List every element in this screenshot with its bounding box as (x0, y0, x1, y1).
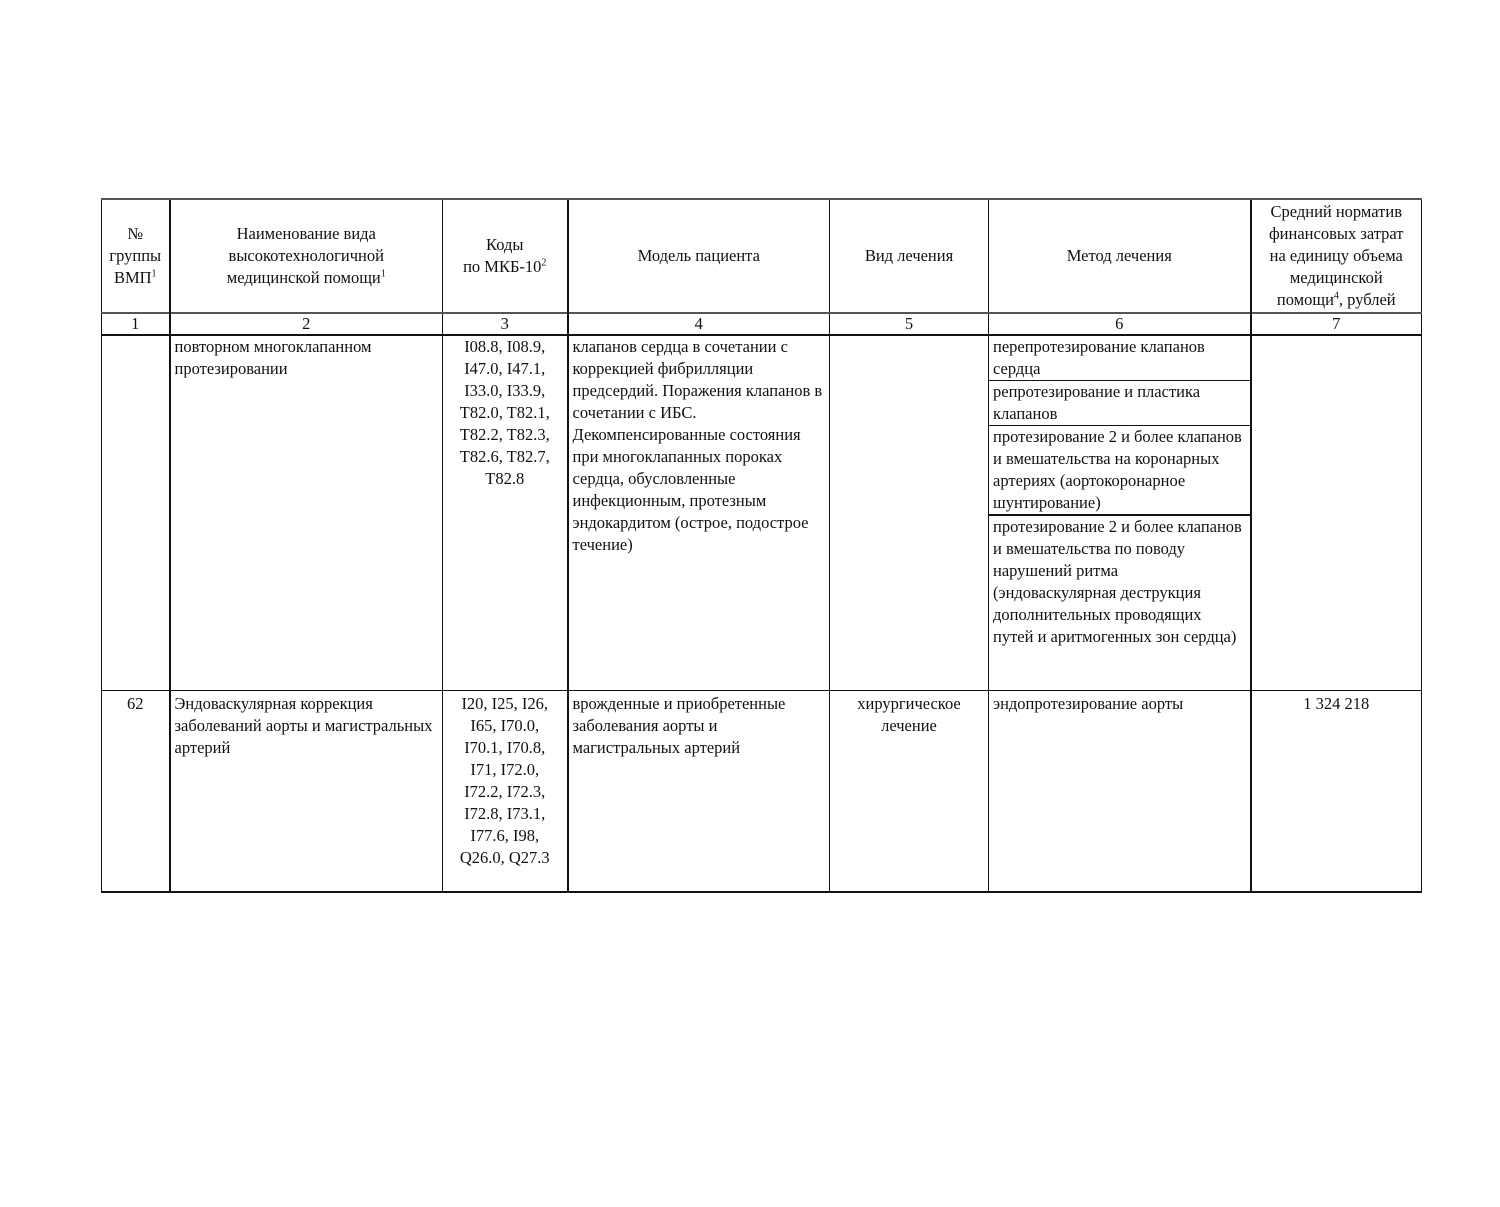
header-text: высокотехнологичной (228, 246, 384, 265)
header-text: медицинской (1289, 268, 1383, 287)
group-number-cell: 62 (102, 691, 170, 893)
treatment-method-item: протезирование 2 и более клапанов и вмешательства на коронарных артериях (аортокоронарное шунтирование) (989, 426, 1250, 516)
care-type-name-cell: повторном многоклапанном протезировании (170, 335, 443, 691)
column-number: 4 (568, 313, 830, 335)
header-text: на единицу объема (1269, 246, 1403, 265)
header-text: группы (109, 246, 162, 265)
footnote-marker: 2 (541, 257, 547, 269)
icd-code-line: I72.2, I72.3, (464, 782, 546, 801)
header-text: , рублей (1338, 290, 1396, 309)
treatment-type-cell: хирургическое лечение (830, 691, 989, 893)
group-number-cell (102, 335, 170, 691)
header-text: Средний норматив (1270, 202, 1402, 221)
header-patient-model: Модель пациента (568, 199, 830, 313)
header-care-type-name (170, 199, 443, 313)
header-text: № (127, 224, 144, 243)
treatment-method-item: перепротезирование клапанов сердца (989, 336, 1250, 381)
icd-codes-cell (443, 691, 568, 893)
column-number: 5 (830, 313, 989, 335)
header-text: медицинской помощи (226, 268, 381, 287)
header-icd-codes (443, 199, 568, 313)
icd-code-line: I72.8, I73.1, (464, 804, 546, 823)
header-cost-standard (1251, 199, 1422, 313)
treatment-method-cell: эндопротезирование аорты (989, 691, 1251, 893)
cost-cell (1251, 335, 1422, 691)
column-number: 3 (443, 313, 568, 335)
header-text: финансовых затрат (1268, 224, 1404, 243)
column-number: 2 (170, 313, 443, 335)
header-row (102, 199, 1422, 313)
icd-codes-cell (443, 335, 568, 691)
footnote-marker: 4 (1333, 290, 1339, 302)
table-row (102, 691, 1422, 893)
column-number: 1 (102, 313, 170, 335)
icd-code-line: T82.8 (485, 469, 525, 488)
treatment-type-cell (830, 335, 989, 691)
treatment-method-cell (989, 335, 1251, 691)
cost-cell: 1 324 218 (1251, 691, 1422, 893)
header-treatment-method: Метод лечения (989, 199, 1251, 313)
icd-code-line: I47.0, I47.1, (464, 359, 546, 378)
column-number: 6 (989, 313, 1251, 335)
icd-code-line: I33.0, I33.9, (464, 381, 546, 400)
icd-code-line: I65, I70.0, (470, 716, 540, 735)
vmp-table (101, 198, 1422, 893)
footnote-marker: 1 (151, 268, 157, 280)
table-row (102, 335, 1422, 691)
patient-model-cell: клапанов сердца в сочетании с коррекцией фибрилляции предсердий. Поражения клапанов в сочетании с ИБС. Декомпенсированные состояния при многоклапанных пороках сердца, обусловленные инфекционным, протезным эндокардитом (острое, подострое течение) (568, 335, 830, 691)
column-number: 7 (1251, 313, 1422, 335)
icd-code-line: I70.1, I70.8, (464, 738, 546, 757)
header-text: Наименование вида (236, 224, 376, 243)
footnote-marker: 1 (380, 268, 386, 280)
treatment-method-item: протезирование 2 и более клапанов и вмешательства по поводу нарушений ритма (эндоваскулярная деструкция дополнительных проводящих путей и аритмогенных зон сердца) (993, 517, 1242, 646)
header-treatment-type: Вид лечения (830, 199, 989, 313)
icd-code-line: I20, I25, I26, (461, 694, 549, 713)
icd-code-line: T82.2, T82.3, (459, 425, 550, 444)
header-text: помощи (1276, 290, 1334, 309)
icd-code-line: Q26.0, Q27.3 (459, 848, 550, 867)
treatment-method-item: репротезирование и пластика клапанов (989, 381, 1250, 426)
header-text: по МКБ-10 (463, 257, 542, 276)
icd-code-line: T82.6, T82.7, (459, 447, 550, 466)
header-group-number (102, 199, 170, 313)
patient-model-cell: врожденные и приобретенные заболевания аорты и магистральных артерий (568, 691, 830, 893)
header-text: ВМП (113, 268, 152, 287)
icd-code-line: T82.0, T82.1, (459, 403, 550, 422)
care-type-name-cell: Эндоваскулярная коррекция заболеваний аорты и магистральных артерий (170, 691, 443, 893)
icd-code-line: I08.8, I08.9, (464, 337, 546, 356)
icd-code-line: I71, I72.0, (470, 760, 540, 779)
icd-code-line: I77.6, I98, (470, 826, 540, 845)
header-text: Коды (486, 235, 524, 254)
column-number-row (102, 313, 1422, 335)
